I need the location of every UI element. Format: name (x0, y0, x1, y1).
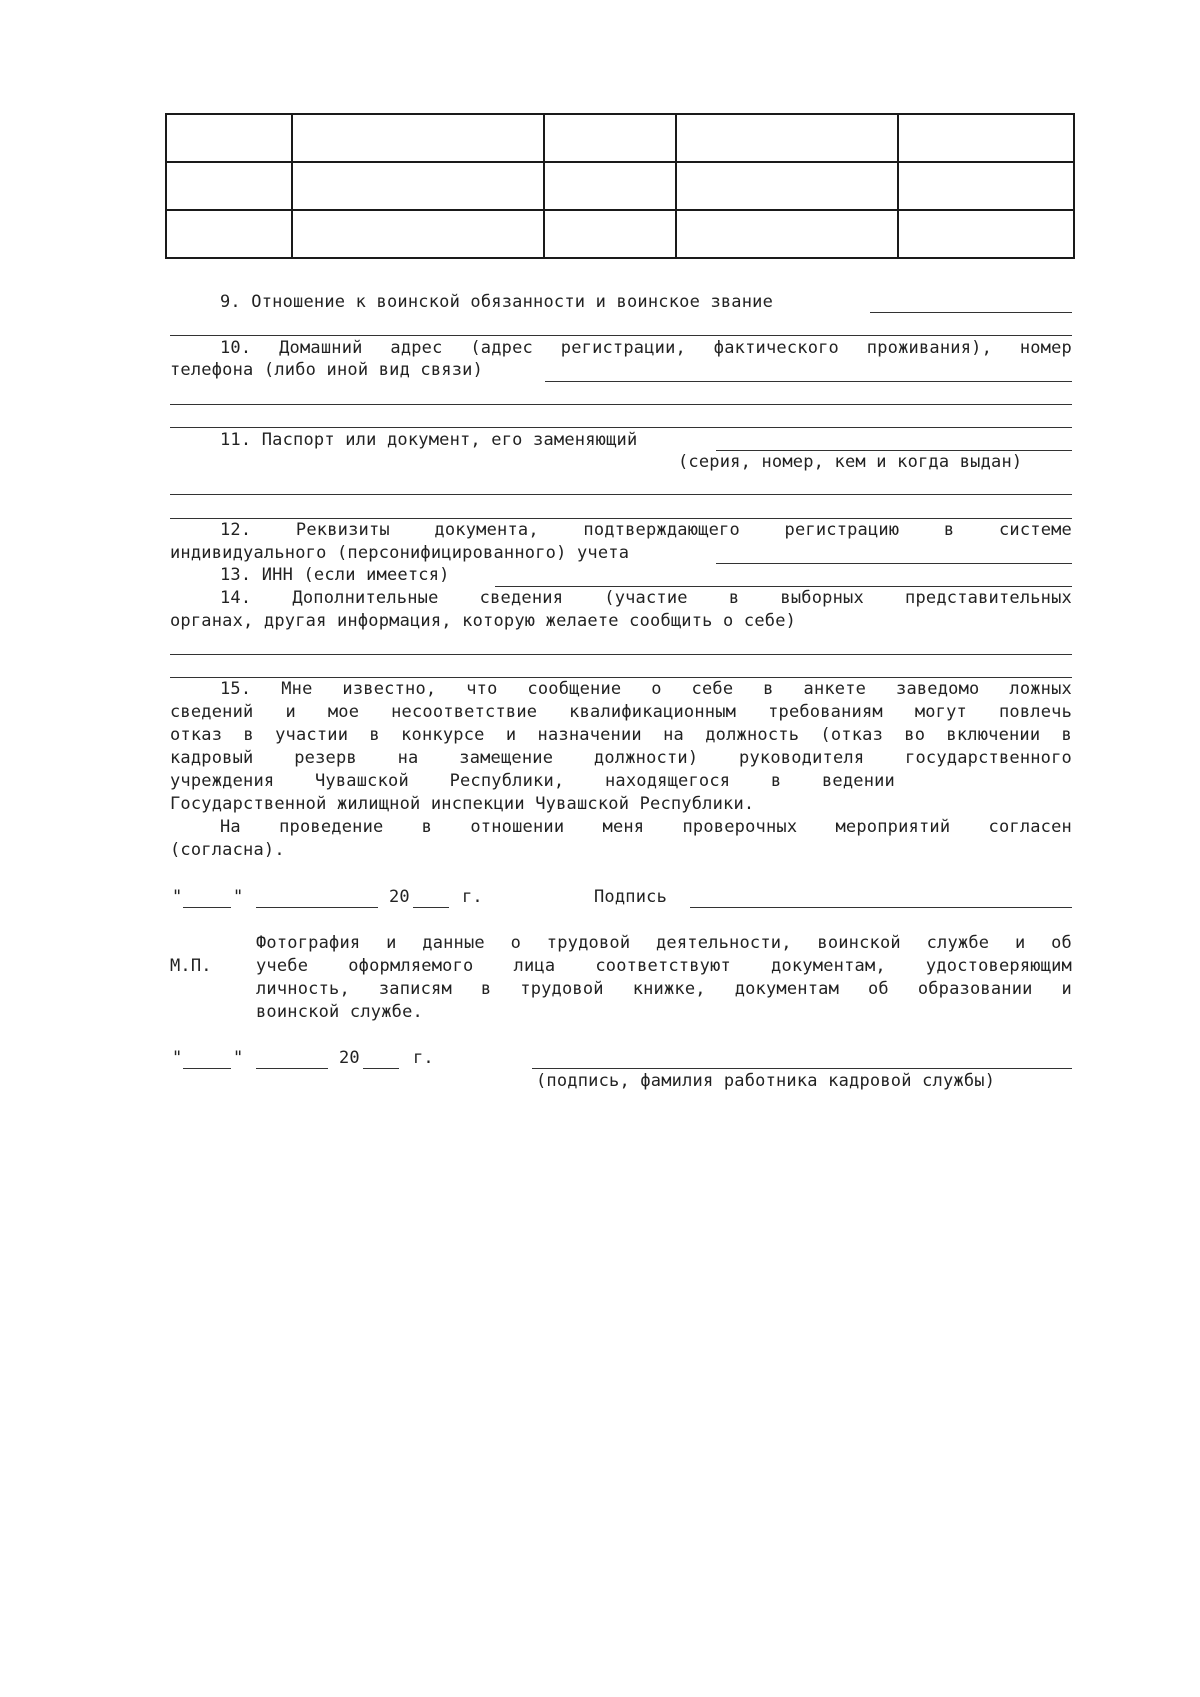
table-cell (544, 162, 676, 210)
table-cell (292, 162, 544, 210)
item-10-label: 10. Домашний адрес (адрес регистрации, фактического проживания), номер (220, 338, 1072, 358)
table-cell (166, 210, 292, 258)
table-cell (166, 114, 292, 162)
table-row (166, 114, 1074, 162)
hr-signature-field[interactable] (532, 1068, 1072, 1069)
item-11-label: 11. Паспорт или документ, его заменяющий (220, 430, 638, 450)
hr-date-month-field[interactable] (256, 1068, 328, 1069)
table-row (166, 210, 1074, 258)
table-row (166, 162, 1074, 210)
item-14-field-line-1[interactable] (170, 654, 1072, 655)
date-year-field[interactable] (413, 907, 449, 908)
hr-date-year-field[interactable] (363, 1068, 399, 1069)
item-12-field[interactable] (716, 563, 1072, 564)
hr-signature-hint: (подпись, фамилия работника кадровой службы) (536, 1071, 996, 1091)
hr-date-year-prefix: 20 (339, 1048, 360, 1068)
item-14-label-cont: органах, другая информация, которую желаете сообщить о себе) (170, 611, 797, 631)
table-cell (676, 114, 898, 162)
date-day-field[interactable] (183, 907, 231, 908)
item-12-label: 12. Реквизиты документа, подтверждающего регистрацию в системе (220, 520, 1072, 540)
date-year-suffix: г. (462, 887, 483, 907)
item-15-line: кадровый резерв на замещение должности) руководителя государственного (170, 748, 1072, 768)
table-cell (676, 210, 898, 258)
hr-date-day-field[interactable] (183, 1068, 231, 1069)
continuation-table (165, 113, 1075, 259)
date-month-field[interactable] (256, 907, 378, 908)
item-9-field[interactable] (870, 312, 1072, 313)
item-10-field-line-3[interactable] (170, 427, 1072, 428)
item-15-line: Государственной жилищной инспекции Чувашской Республики. (170, 794, 755, 814)
item-10-field[interactable] (545, 381, 1072, 382)
item-15-line: сведений и мое несоответствие квалификационным требованиям могут повлечь (170, 702, 1072, 722)
verification-line: Фотография и данные о трудовой деятельности, воинской службе и об (256, 933, 1072, 953)
table-cell (898, 210, 1074, 258)
item-11-hint: (серия, номер, кем и когда выдан) (678, 452, 1023, 472)
signature-label: Подпись (594, 887, 668, 907)
verification-line: воинской службе. (256, 1002, 423, 1022)
hr-date-quote-open: " (172, 1048, 183, 1068)
consent-text-cont: (согласна). (170, 840, 285, 860)
table-cell (166, 162, 292, 210)
verification-line: учебе оформляемого лица соответствуют документам, удостоверяющим (256, 956, 1072, 976)
item-9-label: 9. Отношение к воинской обязанности и воинское звание (220, 292, 774, 312)
table-cell (898, 114, 1074, 162)
stamp-mark: М.П. (170, 956, 212, 976)
table-cell (292, 114, 544, 162)
hr-date-quote-close: " (233, 1048, 244, 1068)
item-13-label: 13. ИНН (если имеется) (220, 565, 450, 585)
item-10-field-line-2[interactable] (170, 404, 1072, 405)
item-10-label-cont: телефона (либо иной вид связи) (170, 360, 484, 380)
verification-line: личность, записям в трудовой книжке, документам об образовании и (256, 979, 1072, 999)
table-cell (676, 162, 898, 210)
item-12-label-cont: индивидуального (персонифицированного) учета (170, 543, 630, 563)
signature-field[interactable] (690, 907, 1072, 908)
table-cell (544, 114, 676, 162)
table-cell (898, 162, 1074, 210)
hr-date-year-suffix: г. (413, 1048, 434, 1068)
item-15-line: 15. Мне известно, что сообщение о себе в анкете заведомо ложных (220, 679, 1072, 699)
consent-text: На проведение в отношении меня проверочных мероприятий согласен (220, 817, 1072, 837)
table-cell (292, 210, 544, 258)
item-15-line: отказ в участии в конкурсе и назначении на должность (отказ во включении в (170, 725, 1072, 745)
item-9-field-line[interactable] (170, 335, 1072, 336)
item-15-line: учреждения Чувашской Республики, находящегося в ведении (170, 771, 895, 791)
date-year-prefix: 20 (389, 887, 410, 907)
item-14-label: 14. Дополнительные сведения (участие в выборных представительных (220, 588, 1072, 608)
item-11-field-line-2[interactable] (170, 494, 1072, 495)
date-quote-close: " (233, 887, 244, 907)
table-cell (544, 210, 676, 258)
date-quote-open: " (172, 887, 183, 907)
